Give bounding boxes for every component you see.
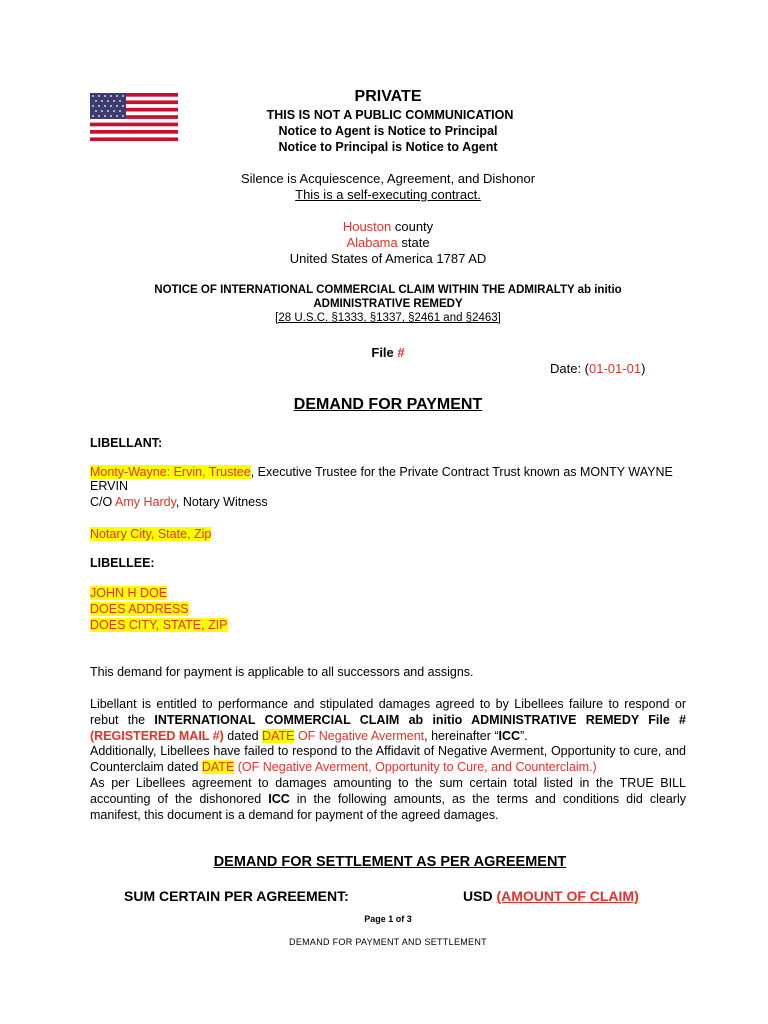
currency-label: USD [463,888,497,904]
file-line [0,345,768,360]
notice-title-line1: NOTICE OF INTERNATIONAL COMMERCIAL CLAIM WITHIN THE ADMIRALTY ab initio [154,284,622,296]
county-name: Houston [342,219,392,234]
page-number: Page 1 of 3 [364,914,412,924]
dated-text: dated [223,728,263,743]
file-number: # [397,345,405,360]
affidavit-ref: (OF Negative Averment, Opportunity to Cure, and Counterclaim.) [234,760,597,775]
care-of-label: C/O [90,495,116,509]
state-label: state [397,235,430,250]
private-heading: PRIVATE [354,88,422,105]
icc-abbrev: ICC [498,728,521,743]
libellant-name: Monty-Wayne: Ervin, Trustee [90,465,251,479]
paragraph-additionally [90,744,686,776]
affidavit-date: DATE [201,760,235,775]
registered-mail-ref: (REGISTERED MAIL #) [90,728,224,743]
quote-close: ”. [520,728,528,743]
libellee-name: JOHN H DOE [90,586,168,600]
libellee-heading: LIBELLEE: [90,556,155,570]
libellee-address: DOES ADDRESS [90,602,189,616]
libellant-address: Notary City, State, Zip [90,527,212,541]
not-public-line: THIS IS NOT A PUBLIC COMMUNICATION [266,108,514,122]
date-line [550,361,645,376]
notice-principal-line: Notice to Principal is Notice to Agent [278,140,498,154]
additionally-text: Additionally, Libellees have failed to respond to the Affidavit of Negative Averment, Opportunity to cure, and Counterclaim dated [90,744,686,775]
demand-body [90,697,686,823]
settlement-heading: DEMAND FOR SETTLEMENT AS PER AGREEMENT [213,854,567,870]
claim-text: Libellant is entitled to performance and stipulated damages agreed to by Libellees failure to respond or rebut the [90,697,686,727]
notice-agent-line: Notice to Agent is Notice to Principal [278,124,498,138]
witness-label: , Notary Witness [175,495,268,509]
negative-averment-ref: OF Negative Averment [294,728,425,743]
date-close: ) [641,361,646,376]
paragraph-claim [90,697,686,744]
successors-line: This demand for payment is applicable to all successors and assigns. [90,665,474,679]
county-label: county [391,219,434,234]
claim-date: DATE [262,728,295,743]
self-executing-line: This is a self-executing contract. [295,187,481,202]
claim-amount: (AMOUNT OF CLAIM) [496,888,639,904]
notice-title-line2: ADMINISTRATIVE REMEDY [313,298,463,310]
state-name: Alabama [346,235,398,250]
claim-title: INTERNATIONAL COMMERCIAL CLAIM ab initio ADMINISTRATIVE REMEDY File # [154,712,686,727]
state-line [0,235,768,250]
footer-title: DEMAND FOR PAYMENT AND SETTLEMENT [289,937,487,947]
libellant-description: , Executive Trustee for the Private Contract Trust known as MONTY WAYNE [250,465,673,479]
sum-certain-value [463,888,639,904]
paragraph-agreement [90,776,686,823]
statute-citation: [28 U.S.C. §1333, §1337, §2461 and §2463] [275,312,501,324]
hereinafter-text: , hereinafter “ [424,728,499,743]
county-line [0,219,768,234]
libellant-heading: LIBELLANT: [90,436,163,450]
silence-line: Silence is Acquiescence, Agreement, and Dishonor [240,171,536,186]
libellant-line [90,465,673,479]
libellant-description-cont: ERVIN [90,479,128,493]
sum-certain-label: SUM CERTAIN PER AGREEMENT: [124,888,349,904]
file-label: File [371,345,398,360]
agreement-text-cont: in the following amounts, as the terms and conditions did clearly manifest, this document is a demand for payment of the agreed damages. [90,791,686,822]
libellee-city: DOES CITY, STATE, ZIP [90,618,228,632]
date-value: 01-01-01 [589,361,642,376]
page-title: DEMAND FOR PAYMENT [293,396,483,413]
agreement-text: As per Libellees agreement to damages amounting to the sum certain total listed in the TRUE BILL accounting of the dishonored [90,775,686,806]
witness-name: Amy Hardy [115,495,176,509]
icc-abbrev-2: ICC [268,791,290,806]
country-line: United States of America 1787 AD [289,251,487,266]
date-label: Date: ( [550,361,590,376]
care-of-line [90,495,268,509]
